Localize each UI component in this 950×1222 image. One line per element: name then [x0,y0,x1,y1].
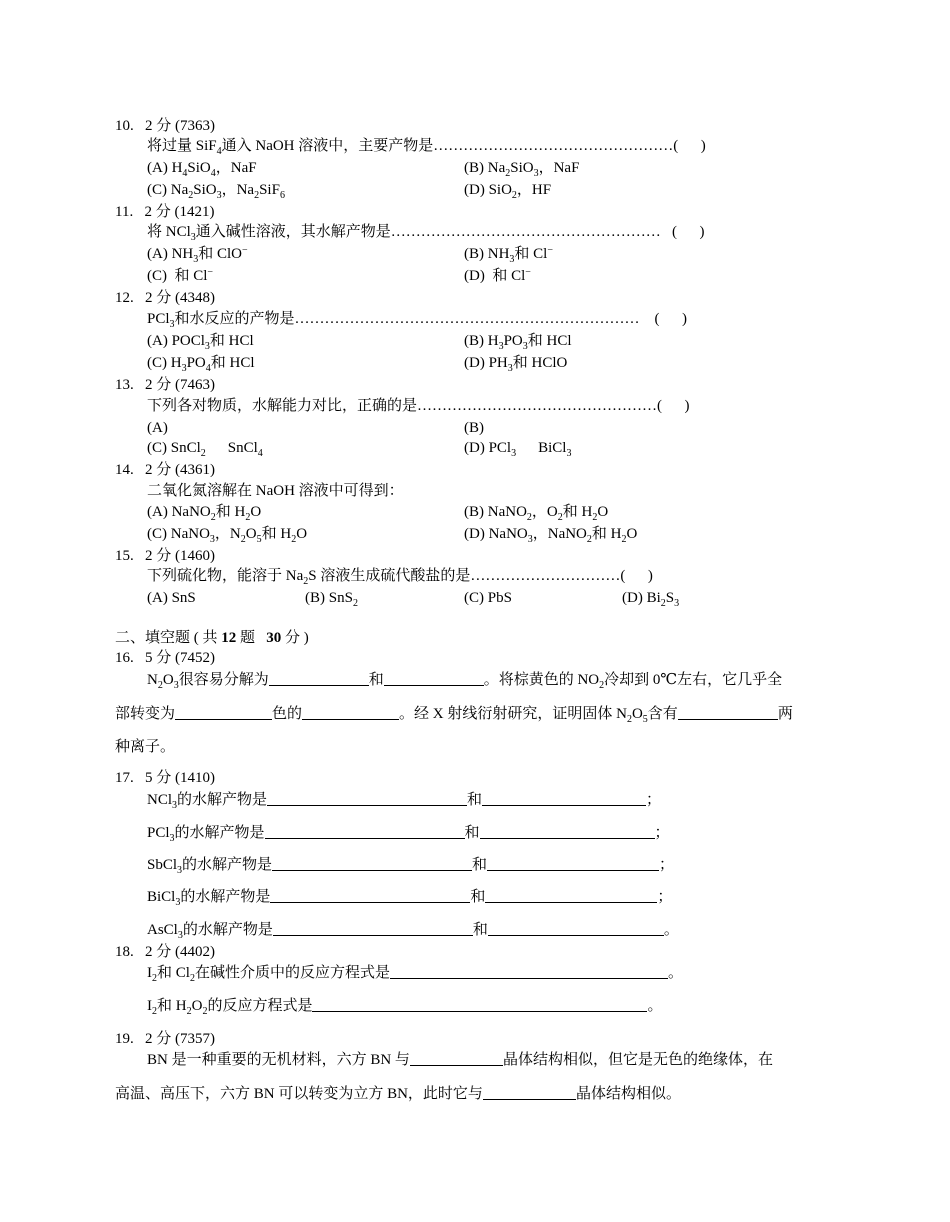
q13-stem: 下列各对物质，水解能力对比，正确的是…………………………………………( ) [147,398,690,414]
q10-option-a[interactable]: (A) $H_4SiO_4$，NaF [147,160,257,179]
q10-header: 10. 2 分 (7363) [115,118,215,134]
q18-blank-1[interactable] [390,964,668,979]
q17-blank[interactable] [482,791,646,806]
q14-header: 14. 2 分 (4361) [115,462,215,478]
q10-option-b[interactable]: (B) $Na_2SiO_3$，NaF [464,160,580,179]
q10-leader-dots: ………………………………………… [433,138,674,154]
q16-blank-2[interactable] [384,671,484,686]
q17-blank[interactable] [265,824,465,839]
q10-stem: 将过量 SiF$_4$通入 NaOH 溶液中，主要产物是…………………………………………( ) [147,138,706,157]
q17-row: AsCl$_3$的水解产物是 和 。 [147,922,679,941]
q18-line-2: $I_2$和 $H_2O_2$的反应方程式是 。 [147,998,663,1017]
q12-stem: PCl$_3$和水反应的产物是…………………………………………………………… ( ) [147,311,688,330]
q18-header: 18. 2 分 (4402) [115,944,215,960]
q16-blank-5[interactable] [678,705,778,720]
q12-option-c[interactable]: (C) $H_3PO_4$和 HCl [147,355,255,374]
q14-option-b[interactable]: (B) NaNO$_2$，$O_2$和 $H_2O$ [464,504,609,523]
q16-line-2: 部转变为 色的 。经 X 射线衍射研究，证明固体 $N_2O_5$含有 两 [115,706,793,725]
q11-answer-paren[interactable]: ( ) [672,224,705,240]
section-2-heading: 二、填空题 ( 共 12 题 30 分 ) [115,630,309,646]
q18-blank-2[interactable] [312,997,647,1012]
q13-option-a[interactable]: (A) [147,420,168,436]
q15-answer-paren[interactable]: ( ) [620,568,653,584]
q16-header: 16. 5 分 (7452) [115,650,215,666]
q11-option-a[interactable]: (A) $NH_3$和 ClO− [147,245,248,265]
q17-blank[interactable] [485,888,657,903]
q14-option-d[interactable]: (D) NaNO$_3$，NaNO$_2$和 $H_2O$ [464,526,638,545]
q17-blank[interactable] [267,791,467,806]
q15-option-b[interactable]: (B) SnS$_2$ [305,590,358,609]
q15-leader-dots: ………………………… [470,568,621,584]
q15-stem: 下列硫化物，能溶于 $Na_2S$ 溶液生成硫代酸盐的是…………………………( ) [147,568,653,587]
q16-blank-3[interactable] [175,705,272,720]
q15-header: 15. 2 分 (1460) [115,548,215,564]
q17-row: SbCl$_3$的水解产物是 和 ； [147,857,675,876]
q19-line-2: 高温、高压下，六方 BN 可以转变为立方 BN，此时它与 晶体结构相似。 [115,1086,681,1102]
q16-line-3: 种离子。 [115,739,176,755]
q12-option-b[interactable]: (B) $H_3PO_3$和 HCl [464,333,572,352]
q17-blank[interactable] [272,856,472,871]
q11-option-d[interactable]: (D) 和 Cl− [464,267,531,284]
q17-row: PCl$_3$的水解产物是 和 ； [147,825,670,844]
q18-line-1: $I_2$和 $Cl_2$在碱性介质中的反应方程式是 。 [147,965,683,984]
q11-header: 11. 2 分 (1421) [115,204,215,220]
q17-row: NCl$_3$的水解产物是 和 ； [147,792,662,811]
q19-header: 19. 2 分 (7357) [115,1031,215,1047]
q14-stem: 二氧化氮溶解在 NaOH 溶液中可得到： [147,483,404,499]
q12-leader-dots: …………………………………………………………… [294,311,640,327]
q13-option-c[interactable]: (C) SnCl$_2$ SnCl$_4$ [147,440,263,459]
q17-blank[interactable] [480,824,655,839]
q10-option-c[interactable]: (C) $Na_2SiO_3$，$Na_2SiF_6$ [147,182,285,201]
q15-option-c[interactable]: (C) PbS [464,590,512,606]
q14-option-c[interactable]: (C) NaNO$_3$，$N_2O_5$和 $H_2O$ [147,526,308,545]
q11-option-c[interactable]: (C) 和 Cl− [147,267,214,284]
q15-option-a[interactable]: (A) SnS [147,590,196,606]
q17-row: BiCl$_3$的水解产物是 和 ； [147,889,673,908]
q14-option-a[interactable]: (A) NaNO$_2$和 $H_2O$ [147,504,262,523]
q11-option-b[interactable]: (B) $NH_3$和 Cl− [464,245,553,265]
q12-header: 12. 2 分 (4348) [115,290,215,306]
q19-blank-2[interactable] [483,1085,576,1100]
q10-answer-paren[interactable]: ( ) [673,138,706,154]
q13-leader-dots: ………………………………………… [417,398,658,414]
q13-header: 13. 2 分 (7463) [115,377,215,393]
q17-blank[interactable] [487,856,659,871]
q19-blank-1[interactable] [410,1051,503,1066]
q17-blank[interactable] [488,921,664,936]
q16-line-1: $N_2O_3$很容易分解为 和 。将棕黄色的 $NO_2$冷却到 0℃左右，它几乎全 [147,672,783,691]
q13-option-d[interactable]: (D) PCl$_3$ BiCl$_3$ [464,440,572,459]
q16-blank-4[interactable] [302,705,399,720]
q12-answer-paren[interactable]: ( ) [654,311,688,327]
q11-leader-dots: ……………………………………………… [390,224,661,240]
q17-blank[interactable] [270,888,470,903]
q15-option-d[interactable]: (D) $Bi_2S_3$ [622,590,680,609]
q13-answer-paren[interactable]: ( ) [657,398,690,414]
q11-stem: 将 NCl$_3$通入碱性溶液，其水解产物是……………………………………………… ( ) [147,224,705,243]
q16-blank-1[interactable] [269,671,369,686]
q12-option-a[interactable]: (A) POCl$_3$和 HCl [147,333,254,352]
q17-blank[interactable] [273,921,473,936]
q12-option-d[interactable]: (D) $PH_3$和 HClO [464,355,568,374]
q10-option-d[interactable]: (D) SiO$_2$，HF [464,182,552,201]
q17-header: 17. 5 分 (1410) [115,770,215,786]
q19-line-1: BN 是一种重要的无机材料，六方 BN 与 晶体结构相似，但它是无色的绝缘体，在 [147,1052,773,1068]
q13-option-b[interactable]: (B) [464,420,484,436]
